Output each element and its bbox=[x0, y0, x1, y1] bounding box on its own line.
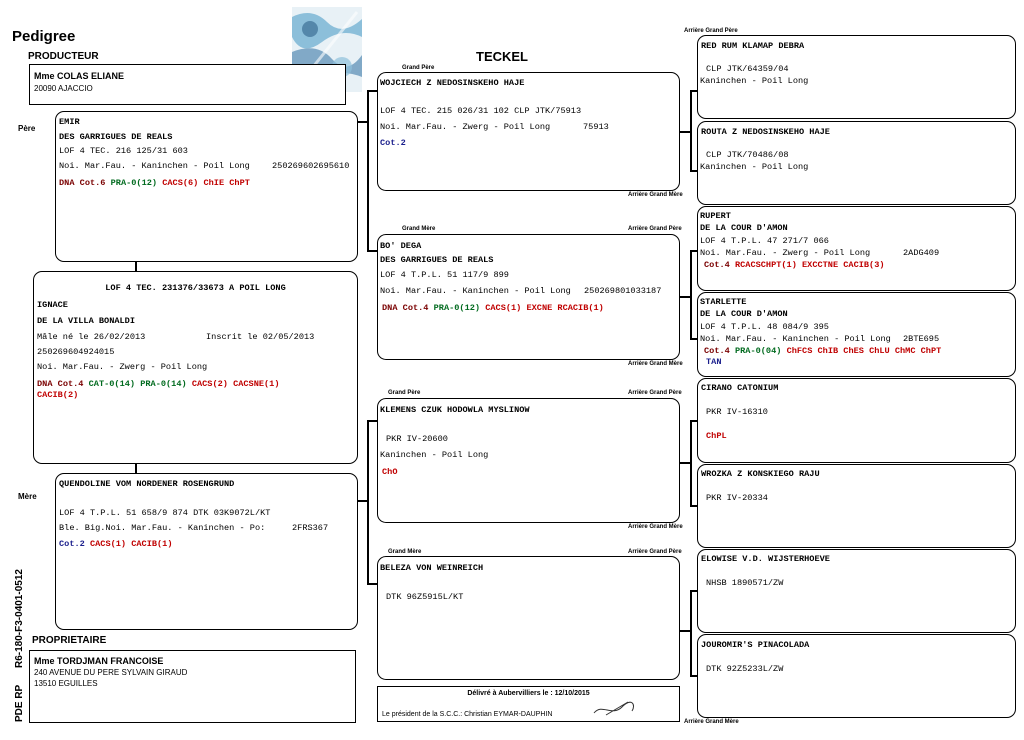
gp2-reg: PKR IV-20600 bbox=[386, 434, 448, 444]
mother-name: QUENDOLINE VOM NORDENER ROSENGRUND bbox=[59, 479, 235, 489]
proprietaire-name: Mme TORDJMAN FRANCOISE bbox=[34, 656, 164, 666]
ggm2-health-line bbox=[704, 347, 941, 356]
ggm2-chip: 2BTE695 bbox=[903, 334, 940, 344]
ggp3-name: CIRANO CATONIUM bbox=[701, 383, 779, 393]
ggm4-name: JOUROMIR'S PINACOLADA bbox=[701, 640, 810, 650]
president-text: Le président de la S.C.C.: Christian EYMAR-DAUPHIN bbox=[382, 711, 553, 718]
delivered-text: Délivré à Aubervilliers le : 12/10/2015 bbox=[467, 690, 590, 697]
ggp1-tag: Arrière Grand Père bbox=[684, 28, 738, 34]
mother-chip: 2FRS367 bbox=[292, 523, 329, 533]
ggm2-tag: Arrière Grand Mère bbox=[628, 361, 683, 367]
subject-titles: CACS(2) CACSNE(1) bbox=[191, 379, 280, 389]
ggp3-tag: Arrière Grand Père bbox=[628, 390, 682, 396]
page-title: Pedigree bbox=[12, 28, 76, 45]
ggp1-reg: CLP JTK/64359/04 bbox=[706, 64, 789, 74]
connector bbox=[690, 420, 692, 505]
gm1-cot: Cot.4 bbox=[402, 303, 429, 313]
ggp4-reg: NHSB 1890571/ZW bbox=[706, 578, 784, 588]
gm1-chip: 250269801033187 bbox=[584, 286, 662, 296]
subject-box bbox=[33, 271, 358, 464]
father-health-line bbox=[59, 179, 250, 188]
ggm4-tag: Arrière Grand Mère bbox=[684, 719, 739, 725]
producteur-label: PRODUCTEUR bbox=[28, 51, 99, 62]
ggm2-tan: TAN bbox=[706, 357, 722, 367]
connector bbox=[690, 590, 692, 675]
ggp2-health-line bbox=[704, 261, 885, 270]
gm2-tag: Grand Mère bbox=[388, 549, 422, 555]
gm1-lof: LOF 4 T.P.L. 51 117/9 899 bbox=[380, 270, 509, 280]
ggm3-box bbox=[697, 464, 1016, 548]
father-pra: PRA-0(12) bbox=[110, 178, 158, 188]
connector bbox=[367, 90, 369, 250]
gp2-box bbox=[377, 398, 680, 523]
gm2-reg: DTK 96Z5915L/KT bbox=[386, 592, 464, 602]
gp1-name: WOJCIECH Z NEDOSINSKEHO HAJE bbox=[380, 78, 525, 88]
producteur-name: Mme COLAS ELIANE bbox=[34, 71, 125, 81]
subject-cat: CAT-0(14) bbox=[88, 379, 136, 389]
gm1-tag: Grand Mère bbox=[402, 226, 436, 232]
ggp4-tag: Arrière Grand Père bbox=[628, 549, 682, 555]
mother-variety: Ble. Big.Noi. Mar.Fau. - Kaninchen - Po: bbox=[59, 523, 266, 533]
ggm4-box bbox=[697, 634, 1016, 718]
connector bbox=[367, 583, 377, 585]
father-titles: CACS(6) ChIE ChPT bbox=[162, 178, 250, 188]
gm1-variety: Noi. Mar.Fau. - Kaninchen - Poil Long bbox=[380, 286, 571, 296]
ggp4-name: ELOWISE V.D. WIJSTERHOEVE bbox=[701, 554, 830, 564]
ggm2-box bbox=[697, 292, 1016, 377]
ggm2-pra: PRA-0(04) bbox=[734, 346, 782, 356]
ggm1-box bbox=[697, 121, 1016, 205]
ggp2-variety: Noi. Mar.Fau. - Zwerg - Poil Long bbox=[700, 248, 871, 258]
father-variety: Noi. Mar.Fau. - Kaninchen - Poil Long bbox=[59, 161, 250, 171]
gp2-name: KLEMENS CZUK HODOWLA MYSLINOW bbox=[380, 405, 530, 415]
gp2-variety: Kaninchen - Poil Long bbox=[380, 450, 489, 460]
gm1-name: BO' DEGA bbox=[380, 241, 422, 251]
mother-health-line bbox=[59, 540, 172, 549]
gm2-box bbox=[377, 556, 680, 680]
subject-born: Mâle né le 26/02/2013 bbox=[37, 332, 146, 342]
father-kennel: DES GARRIGUES DE REALS bbox=[59, 132, 173, 142]
ggp2-kennel: DE LA COUR D'AMON bbox=[700, 223, 788, 233]
ggm1-reg: CLP JTK/70486/08 bbox=[706, 150, 789, 160]
producteur-box bbox=[29, 64, 346, 105]
ggp2-tag: Arrière Grand Père bbox=[628, 226, 682, 232]
connector bbox=[367, 420, 377, 422]
ggm1-variety: Kaninchen - Poil Long bbox=[700, 162, 809, 172]
subject-lof: LOF 4 TEC. 231376/33673 A POIL LONG bbox=[105, 283, 286, 293]
gm2-name: BELEZA VON WEINREICH bbox=[380, 563, 484, 573]
connector bbox=[367, 420, 369, 583]
ggp3-reg: PKR IV-16310 bbox=[706, 407, 768, 417]
father-name: EMIR bbox=[59, 117, 80, 127]
ggp3-titles: ChPL bbox=[706, 431, 727, 441]
proprietaire-box bbox=[29, 650, 356, 723]
ggm2-variety: Noi. Mar.Fau. - Kaninchen - Poil Long bbox=[700, 334, 891, 344]
ggm2-titles: ChFCS ChIB ChES ChLU ChMC ChPT bbox=[786, 346, 942, 356]
gp1-tag: Grand Père bbox=[402, 65, 435, 71]
mother-titles: CACS(1) CACIB(1) bbox=[89, 539, 173, 549]
subject-dna: DNA bbox=[37, 379, 53, 389]
gm1-health-line bbox=[382, 304, 604, 313]
subject-health-line bbox=[37, 380, 279, 389]
father-cot: Cot.6 bbox=[79, 178, 106, 188]
connector bbox=[367, 250, 377, 252]
gp1-box bbox=[377, 72, 680, 191]
connector bbox=[690, 250, 692, 338]
ggp2-chip: 2ADG409 bbox=[903, 248, 940, 258]
mother-cot: Cot.2 bbox=[59, 539, 85, 549]
ggp1-variety: Kaninchen - Poil Long bbox=[700, 76, 809, 86]
ggp1-box bbox=[697, 35, 1016, 119]
ggm1-tag: Arrière Grand Mère bbox=[628, 192, 683, 198]
mere-label: Mère bbox=[18, 492, 37, 501]
connector bbox=[367, 90, 377, 92]
ggp2-cot: Cot.4 bbox=[704, 260, 730, 270]
mother-box bbox=[55, 473, 358, 630]
subject-registered: Inscrit le 02/05/2013 bbox=[206, 332, 315, 342]
gm1-dna: DNA bbox=[382, 303, 398, 313]
ggp4-box bbox=[697, 549, 1016, 633]
gm1-kennel: DES GARRIGUES DE REALS bbox=[380, 255, 494, 265]
mother-lof: LOF 4 T.P.L. 51 658/9 874 DTK 03K9072L/KT bbox=[59, 508, 271, 518]
gm1-pra: PRA-0(12) bbox=[433, 303, 481, 313]
father-box bbox=[55, 111, 358, 262]
ggm2-cot: Cot.4 bbox=[704, 346, 730, 356]
gp2-titles: ChO bbox=[382, 467, 398, 477]
subject-titles-2: CACIB(2) bbox=[37, 390, 79, 400]
gp2-tag: Grand Père bbox=[388, 390, 421, 396]
ggp2-name: RUPERT bbox=[700, 211, 731, 221]
ggp1-name: RED RUM KLAMAP DEBRA bbox=[701, 41, 805, 51]
gm1-titles: CACS(1) EXCNE RCACIB(1) bbox=[485, 303, 604, 313]
father-lof: LOF 4 TEC. 216 125/31 603 bbox=[59, 146, 188, 156]
delivery-box bbox=[377, 686, 680, 722]
gp1-cot: Cot.2 bbox=[380, 138, 406, 148]
ggm1-name: ROUTA Z NEDOSINSKEHO HAJE bbox=[701, 127, 830, 137]
ggm2-kennel: DE LA COUR D'AMON bbox=[700, 309, 788, 319]
ggm3-name: WROZKA Z KONSKIEGO RAJU bbox=[701, 469, 820, 479]
connector bbox=[690, 90, 692, 170]
subject-cot: Cot.4 bbox=[57, 379, 84, 389]
ggm2-name: STARLETTE bbox=[700, 297, 747, 307]
pere-label: Père bbox=[18, 124, 36, 133]
president-signature bbox=[592, 699, 638, 724]
breed-title: TECKEL bbox=[476, 49, 528, 64]
gp1-lof: LOF 4 TEC. 215 026/31 102 CLP JTK/75913 bbox=[380, 106, 582, 116]
ggp2-lof: LOF 4 T.P.L. 47 271/7 066 bbox=[700, 236, 829, 246]
subject-kennel: DE LA VILLA BONALDI bbox=[37, 316, 135, 326]
proprietaire-address-1: 240 AVENUE DU PERE SYLVAIN GIRAUD bbox=[34, 668, 188, 677]
father-dna: DNA bbox=[59, 178, 75, 188]
ggm4-reg: DTK 92Z5233L/ZW bbox=[706, 664, 784, 674]
producteur-address: 20090 AJACCIO bbox=[34, 84, 93, 93]
subject-variety: Noi. Mar.Fau. - Zwerg - Poil Long bbox=[37, 362, 208, 372]
gp1-variety: Noi. Mar.Fau. - Zwerg - Poil Long bbox=[380, 122, 551, 132]
subject-pra: PRA-0(14) bbox=[140, 379, 187, 389]
connector bbox=[135, 463, 137, 473]
ggm2-lof: LOF 4 T.P.L. 48 084/9 395 bbox=[700, 322, 829, 332]
ggm3-reg: PKR IV-20334 bbox=[706, 493, 768, 503]
side-code: R6-180-F3-0401-0512 bbox=[14, 569, 25, 668]
gp1-chip: 75913 bbox=[583, 122, 609, 132]
subject-chip: 250269604924015 bbox=[37, 347, 115, 357]
proprietaire-address-2: 13510 EGUILLES bbox=[34, 679, 98, 688]
ggp3-box bbox=[697, 378, 1016, 463]
father-chip: 250269602695610 bbox=[272, 161, 350, 171]
side-code-2: PDE RP bbox=[14, 684, 25, 722]
ggp2-titles: RCACSCHPT(1) EXCCTNE CACIB(3) bbox=[734, 260, 885, 270]
ggp2-box bbox=[697, 206, 1016, 291]
ggm3-tag: Arrière Grand Mère bbox=[628, 524, 683, 530]
subject-name: IGNACE bbox=[37, 300, 68, 310]
proprietaire-label: PROPRIETAIRE bbox=[32, 635, 107, 646]
gm1-box bbox=[377, 234, 680, 360]
